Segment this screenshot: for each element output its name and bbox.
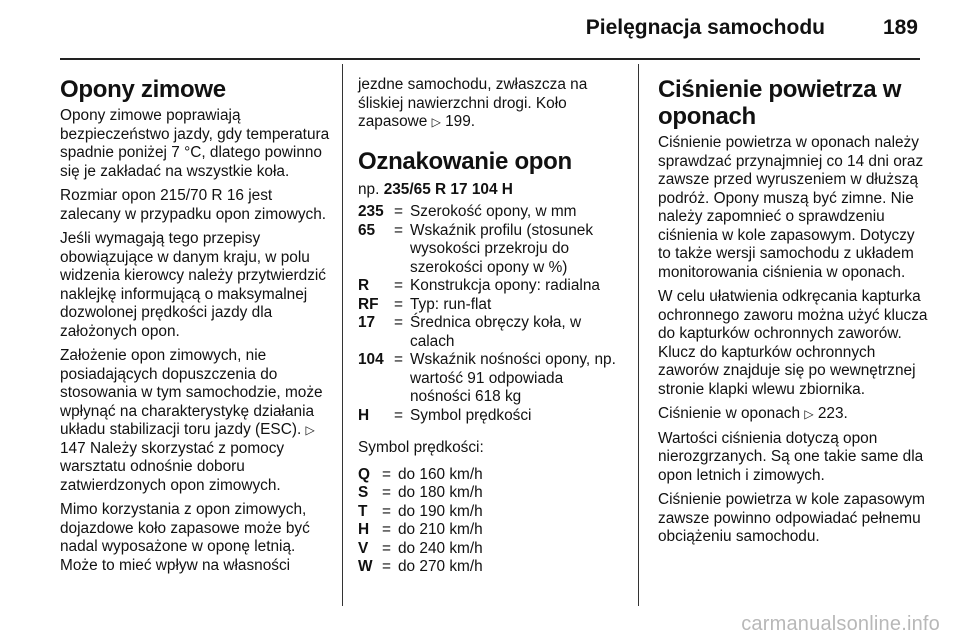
tire-code-example xyxy=(358,181,620,200)
speed-symbol-table xyxy=(358,466,483,577)
speed-symbol-label: Symbol prędkości: xyxy=(358,439,484,456)
page-reference-icon: ▷ xyxy=(804,407,814,421)
paragraph-text: Założenie opon zimowych, nie posiadających dopuszczenia do stosowania w tym samochodzie, może wpłynąć na charakterystykę działania układu stabilizacji toru jazdy (ESC). xyxy=(60,347,323,438)
def-code: 65 xyxy=(358,221,376,239)
paragraph xyxy=(358,76,620,132)
heading-tire-marking: Oznakowanie opon xyxy=(358,147,572,175)
paragraph: W celu ułatwienia odkręcania kapturka ochronnego zaworu można użyć klucza do kapturków ochronnych zaworów. Klucz do kapturków ochronnych zaworów znajduje się po wewnętrznej stronie klapki wlewu zbiornika. xyxy=(658,288,928,398)
page-reference-icon: ▷ xyxy=(431,115,441,129)
example-label: np. xyxy=(358,180,380,198)
speed-row xyxy=(358,466,483,485)
def-eq: = xyxy=(394,314,403,331)
paragraph: Wartości ciśnienia dotyczą opon nierozgrzanych. Są one takie same dla opon letnich i zimowych. xyxy=(658,429,924,484)
column-divider xyxy=(638,64,639,606)
definition-row xyxy=(358,277,620,296)
def-code: RF xyxy=(358,295,379,313)
def-text: Wskaźnik profilu (stosunek wysokości przekroju do szerokości opony w %) xyxy=(410,221,594,276)
definition-row xyxy=(358,314,620,351)
paragraph-text: Należy skorzystać z pomocy warsztatu odnośnie doboru zatwierdzonych opon zimowych. xyxy=(60,439,285,494)
speed-eq: = xyxy=(382,484,391,501)
speed-text: do 240 km/h xyxy=(398,539,483,557)
speed-row xyxy=(358,540,483,559)
def-code: R xyxy=(358,277,370,294)
def-eq: = xyxy=(394,277,403,294)
speed-text: do 160 km/h xyxy=(398,465,483,483)
paragraph-text: jezdne samochodu, zwłaszcza na śliskiej nawierzchni drogi. Koło zapasowe xyxy=(358,76,588,130)
heading-tire-pressure: Ciśnienie powietrza w oponach xyxy=(658,76,902,130)
speed-code: W xyxy=(358,558,373,575)
page-reference-icon: ▷ xyxy=(305,423,315,437)
definition-row xyxy=(358,222,620,278)
paragraph: Opony zimowe poprawiają bezpieczeństwo jazdy, gdy temperatura spadnie poniżej 7 °C, dlatego powinno się je zakładać na wszystkie koła. xyxy=(60,107,330,180)
speed-code: T xyxy=(358,502,368,520)
definition-row xyxy=(358,203,620,222)
column-tire-pressure xyxy=(658,76,930,553)
def-text: Symbol prędkości xyxy=(410,406,532,424)
tire-code-definitions xyxy=(358,203,620,425)
definition-row xyxy=(358,407,620,426)
def-text: Konstrukcja opony: radialna xyxy=(410,277,600,294)
def-code: 235 xyxy=(358,203,384,220)
speed-eq: = xyxy=(382,521,391,538)
page-number: 189 xyxy=(882,16,918,39)
page-header xyxy=(60,0,920,60)
def-text: Typ: run-flat xyxy=(410,295,492,313)
def-text: Szerokość opony, w mm xyxy=(410,203,577,220)
speed-row xyxy=(358,521,483,540)
speed-eq: = xyxy=(382,502,391,520)
page-reference[interactable]: 199. xyxy=(445,113,476,130)
column-divider xyxy=(342,64,343,606)
paragraph: Jeśli wymagają tego przepisy obowiązujące w danym kraju, w polu widzenia kierowcy należy przytwierdzić naklejkę informującą o maksymalnej dozwolonej prędkości jazdy dla założonych opon. xyxy=(60,230,327,340)
speed-row xyxy=(358,503,483,522)
speed-code: V xyxy=(358,539,369,557)
page-reference[interactable]: 223. xyxy=(817,405,848,422)
def-eq: = xyxy=(394,203,403,220)
page-reference[interactable]: 147 xyxy=(60,439,86,457)
paragraph: Mimo korzystania z opon zimowych, dojazdowe koło zapasowe może być nadal wyposażone w oponę letnią. Może to mieć wpływ na własności xyxy=(60,501,310,574)
paragraph: Rozmiar opon 215/70 R 16 jest zalecany w przypadku opon zimowych. xyxy=(60,187,327,223)
speed-eq: = xyxy=(382,558,391,575)
definition-row xyxy=(358,296,620,315)
paragraph: Ciśnienie powietrza w oponach należy sprawdzać przynajmniej co 14 dni oraz zawsze przed wyruszeniem w dłuższą podróż. Opony muszą być zimne. Nie należy zapomnieć o sprawdzeniu ciśnienia w kole zapasowym. Dotyczy to także wersji samochodu z układem monitorowania ciśnienia w oponach. xyxy=(658,134,924,281)
paragraph xyxy=(60,347,332,495)
speed-eq: = xyxy=(382,539,391,557)
speed-code: Q xyxy=(358,465,370,483)
def-eq: = xyxy=(394,221,403,239)
def-text: Średnica obręczy koła, w calach xyxy=(410,314,582,350)
def-code: 17 xyxy=(358,314,376,331)
speed-row xyxy=(358,484,483,503)
speed-text: do 270 km/h xyxy=(398,558,483,575)
watermark: carmanualsonline.info xyxy=(741,613,940,635)
speed-text: do 180 km/h xyxy=(398,484,483,501)
def-code: H xyxy=(358,406,370,424)
paragraph-text: Ciśnienie w oponach xyxy=(658,405,801,422)
speed-code: H xyxy=(358,521,370,538)
def-eq: = xyxy=(394,351,403,368)
def-eq: = xyxy=(394,406,403,424)
def-code: 104 xyxy=(358,351,384,368)
paragraph xyxy=(658,405,930,424)
speed-eq: = xyxy=(382,465,391,483)
example-code: 235/65 R 17 104 H xyxy=(383,180,513,198)
def-eq: = xyxy=(394,295,403,313)
def-text: Wskaźnik nośności opony, np. wartość 91 odpowiada nośności 618 kg xyxy=(410,351,616,405)
section-title: Pielęgnacja samochodu xyxy=(585,16,825,39)
column-winter-tires xyxy=(60,76,332,581)
definition-row xyxy=(358,351,620,407)
speed-text: do 210 km/h xyxy=(398,521,483,538)
heading-winter-tires: Opony zimowe xyxy=(60,76,226,103)
paragraph: Ciśnienie powietrza w kole zapasowym zawsze powinno odpowiadać pełnemu obciążeniu samochodu. xyxy=(658,491,925,545)
speed-row xyxy=(358,558,483,577)
speed-text: do 190 km/h xyxy=(398,502,483,520)
speed-code: S xyxy=(358,484,369,501)
column-tire-marking xyxy=(358,76,620,577)
